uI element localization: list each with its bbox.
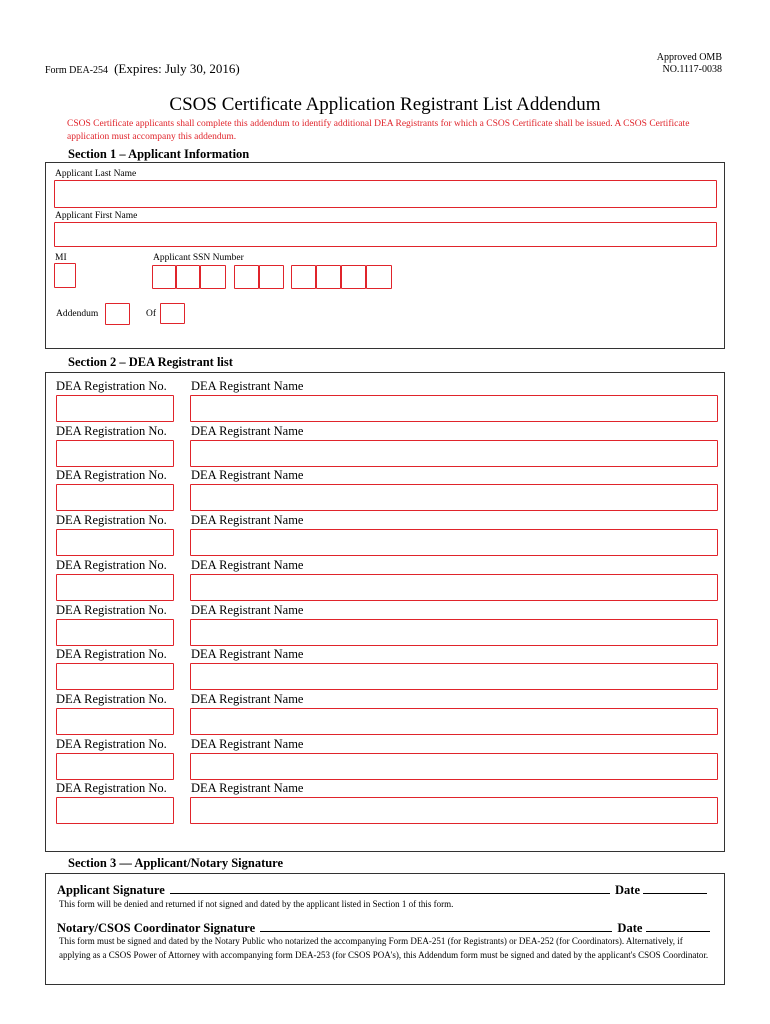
registrant-name-label: DEA Registrant Name <box>191 423 304 438</box>
registrant-name-label: DEA Registrant Name <box>191 468 304 483</box>
omb-line-2: NO.1117-0038 <box>662 64 722 75</box>
registration-no-label: DEA Registration No. <box>56 647 167 662</box>
registrant-name-label: DEA Registrant Name <box>191 513 304 528</box>
ssn-digit-7[interactable] <box>316 265 341 289</box>
applicant-note: This form will be denied and returned if not signed and dated by the applicant listed in Section 1 of this form. <box>59 899 454 909</box>
first-name-label: Applicant First Name <box>55 211 138 221</box>
registration-no-label: DEA Registration No. <box>56 602 167 617</box>
registration-no-field[interactable] <box>56 395 174 422</box>
form-number: Form DEA-254 <box>45 65 109 76</box>
mi-field[interactable] <box>54 263 76 288</box>
omb-line-1: Approved OMB <box>656 52 722 63</box>
registrant-name-field[interactable] <box>190 663 718 690</box>
registration-no-label: DEA Registration No. <box>56 468 167 483</box>
registrant-name-label: DEA Registrant Name <box>191 602 304 617</box>
registration-no-field[interactable] <box>56 484 174 511</box>
addendum-number-field[interactable] <box>105 303 130 325</box>
addendum-total-field[interactable] <box>160 303 185 324</box>
registrant-name-label: DEA Registrant Name <box>191 557 304 572</box>
registrant-name-label: DEA Registrant Name <box>191 781 304 796</box>
registrant-name-field[interactable] <box>190 797 718 824</box>
registration-no-label: DEA Registration No. <box>56 423 167 438</box>
addendum-label: Addendum <box>56 309 99 319</box>
registrant-name-field[interactable] <box>190 619 718 646</box>
section-2-heading: Section 2 – DEA Registrant list <box>68 355 233 369</box>
last-name-field[interactable] <box>54 180 717 208</box>
omb-number <box>650 52 722 76</box>
mi-label: MI <box>55 253 67 263</box>
notary-date-label: Date <box>617 921 643 935</box>
section-3-heading: Section 3 — Applicant/Notary Signature <box>68 856 284 870</box>
form-number-line <box>45 60 240 78</box>
last-name-label: Applicant Last Name <box>55 169 137 179</box>
registrant-name-field[interactable] <box>190 440 718 467</box>
ssn-digit-1[interactable] <box>152 265 176 289</box>
registration-no-field[interactable] <box>56 574 174 601</box>
expires-date: (Expires: July 30, 2016) <box>114 61 240 76</box>
ssn-digit-9[interactable] <box>366 265 392 289</box>
registrant-name-label: DEA Registrant Name <box>191 647 304 662</box>
registration-no-label: DEA Registration No. <box>56 513 167 528</box>
registrant-name-field[interactable] <box>190 574 718 601</box>
registration-no-field[interactable] <box>56 753 174 780</box>
section-1-heading: Section 1 – Applicant Information <box>68 147 250 161</box>
registration-no-field[interactable] <box>56 619 174 646</box>
instructions: CSOS Certificate applicants shall complete this addendum to identify additional DEA Registrants for which a CSOS Certificate shall be issued. A CSOS Certificate application must accompany this addendum. <box>67 119 690 142</box>
notary-date-field[interactable] <box>646 920 710 932</box>
notary-signature-label: Notary/CSOS Coordinator Signature <box>57 921 256 935</box>
ssn-digit-8[interactable] <box>341 265 366 289</box>
ssn-label: Applicant SSN Number <box>153 253 244 263</box>
applicant-signature-field[interactable] <box>170 882 610 894</box>
registrant-name-label: DEA Registrant Name <box>191 691 304 706</box>
applicant-date-field[interactable] <box>643 882 707 894</box>
page-title: CSOS Certificate Application Registrant List Addendum <box>169 94 601 115</box>
registrant-name-field[interactable] <box>190 529 718 556</box>
notary-signature-field[interactable] <box>260 920 612 932</box>
registration-no-label: DEA Registration No. <box>56 379 167 393</box>
registrant-name-field[interactable] <box>190 395 718 422</box>
ssn-digit-2[interactable] <box>176 265 200 289</box>
registration-no-field[interactable] <box>56 663 174 690</box>
registration-no-field[interactable] <box>56 797 174 824</box>
ssn-digit-5[interactable] <box>259 265 284 289</box>
ssn-digit-6[interactable] <box>291 265 316 289</box>
ssn-digit-4[interactable] <box>234 265 259 289</box>
registration-no-field[interactable] <box>56 529 174 556</box>
applicant-signature-line <box>57 882 707 898</box>
registrant-name-field[interactable] <box>190 708 718 735</box>
registrant-name-field[interactable] <box>190 753 718 780</box>
registrant-name-label: DEA Registrant Name <box>191 379 304 393</box>
applicant-date-label: Date <box>615 883 641 897</box>
registration-no-label: DEA Registration No. <box>56 781 167 796</box>
registrant-name-field[interactable] <box>190 484 718 511</box>
registration-no-field[interactable] <box>56 440 174 467</box>
first-name-field[interactable] <box>54 222 717 247</box>
registration-no-label: DEA Registration No. <box>56 736 167 751</box>
applicant-signature-label: Applicant Signature <box>57 883 165 897</box>
registration-no-label: DEA Registration No. <box>56 557 167 572</box>
registrant-name-label: DEA Registrant Name <box>191 736 304 751</box>
of-label: Of <box>146 309 157 319</box>
registration-no-field[interactable] <box>56 708 174 735</box>
registration-no-label: DEA Registration No. <box>56 691 167 706</box>
ssn-digit-3[interactable] <box>200 265 226 289</box>
notary-note: This form must be signed and dated by the Notary Public who notarized the accompanying Form DEA-251 (for Registrants) or DEA-252 (for Coordinators). Alternatively, if applying as a CSOS Power of Attorney with accompanying form DEA-253 (for CSOS POA's), this Addendum form must be signed and dated by the applicant's CSOS Coordinator. <box>59 936 709 960</box>
